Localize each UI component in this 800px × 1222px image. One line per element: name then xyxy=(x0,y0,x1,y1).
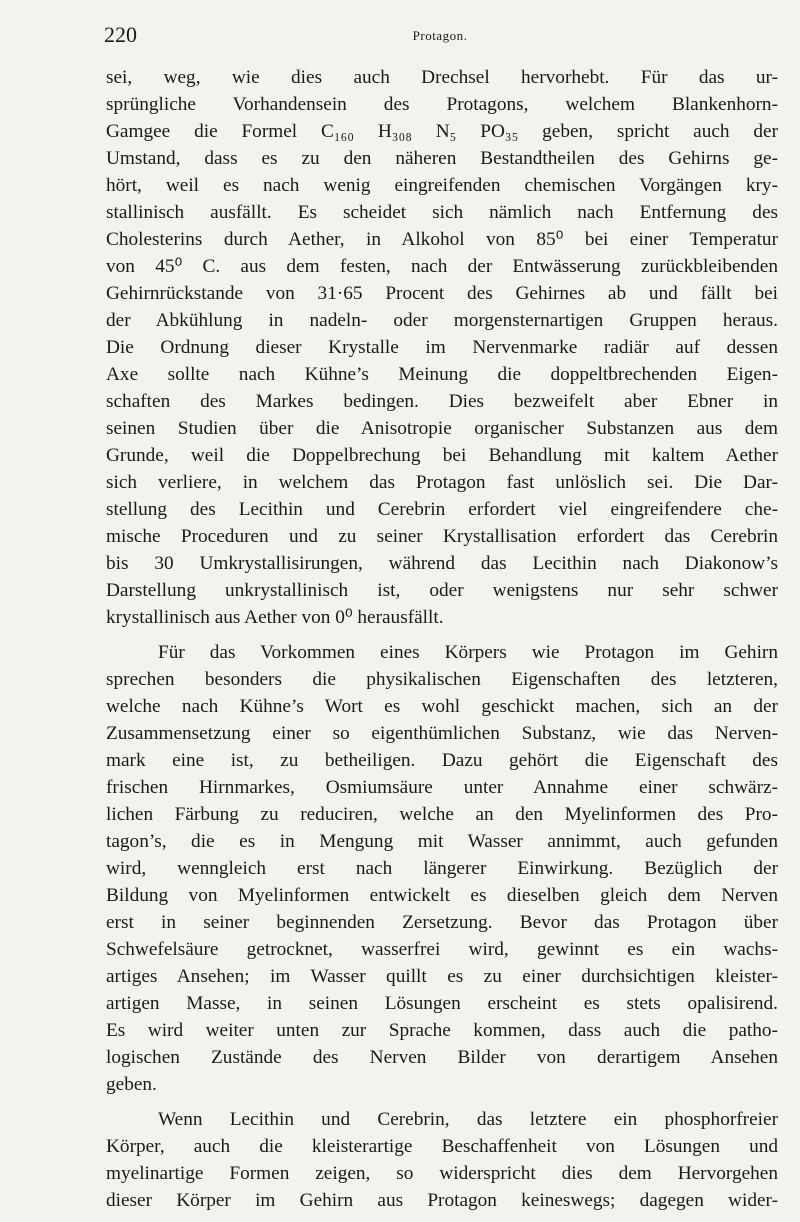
running-title: Protagon. xyxy=(412,28,468,43)
text-line: Bildung von Myelinformen entwickelt es dieselben gleich dem Nerven xyxy=(106,885,778,906)
text-line: krystallinisch aus Aether von 0⁰ herausfällt. xyxy=(106,607,444,628)
paragraph-3 xyxy=(106,1106,778,1214)
text-line: welche nach Kühne’s Wort es wohl geschickt machen, sich an der xyxy=(106,696,778,717)
text-line: Darstellung unkrystallinisch ist, oder wenigstens nur sehr schwer xyxy=(106,580,778,601)
text-line: Für das Vorkommen eines Körpers wie Protagon im Gehirn xyxy=(158,642,778,663)
text-line: Cholesterins durch Aether, in Alkohol von 85⁰ bei einer Temperatur xyxy=(106,229,778,250)
text-line: Axe sollte nach Kühne’s Meinung die doppeltbrechenden Eigen- xyxy=(106,364,778,385)
text-line: sei, weg, wie dies auch Drechsel hervorhebt. Für das ur- xyxy=(106,67,778,88)
text-line: Umstand, dass es zu den näheren Bestandtheilen des Gehirns ge- xyxy=(106,148,778,169)
body-text xyxy=(106,64,778,1222)
page-header xyxy=(104,22,776,52)
text-line: erst in seiner beginnenden Zersetzung. Bevor das Protagon über xyxy=(106,912,778,933)
text-line: mark eine ist, zu betheiligen. Dazu gehört die Eigenschaft des xyxy=(106,750,778,771)
text-line: artiges Ansehen; im Wasser quillt es zu einer durchsichtigen kleister- xyxy=(106,966,778,987)
text-line: sprechen besonders die physikalischen Eigenschaften des letzteren, xyxy=(106,669,778,690)
text-line: bis 30 Umkrystallisirungen, während das Lecithin nach Diakonow’s xyxy=(106,553,778,574)
text-line: Körper, auch die kleisterartige Beschaffenheit von Lösungen und xyxy=(106,1136,778,1157)
paragraph-2 xyxy=(106,639,778,1098)
text-line: frischen Hirnmarkes, Osmiumsäure unter Annahme einer schwärz- xyxy=(106,777,778,798)
text-line: schaften des Markes bedingen. Dies bezweifelt aber Ebner in xyxy=(106,391,778,412)
text-line: seinen Studien über die Anisotropie organischer Substanzen aus dem xyxy=(106,418,778,439)
text-line: geben. xyxy=(106,1074,157,1095)
text-line: logischen Zustände des Nerven Bilder von derartigem Ansehen xyxy=(106,1047,778,1068)
paragraph-1 xyxy=(106,64,778,631)
text-line: Die Ordnung dieser Krystalle im Nervenmarke radiär auf dessen xyxy=(106,337,778,358)
text-line: artigen Masse, in seinen Lösungen erscheint es stets opalisirend. xyxy=(106,993,778,1014)
text-line: Es wird weiter unten zur Sprache kommen, dass auch die patho- xyxy=(106,1020,778,1041)
text-line: stallinisch ausfällt. Es scheidet sich nämlich nach Entfernung des xyxy=(106,202,778,223)
text-line: mische Proceduren und zu seiner Krystallisation erfordert das Cerebrin xyxy=(106,526,778,547)
text-line: von 45⁰ C. aus dem festen, nach der Entwässerung zurückbleibenden xyxy=(106,256,778,277)
text-line: myelinartige Formen zeigen, so widerspricht dies dem Hervorgehen xyxy=(106,1163,778,1184)
text-line: der Abkühlung in nadeln- oder morgensternartigen Gruppen heraus. xyxy=(106,310,778,331)
text-line: sich verliere, in welchem das Protagon fast unlöslich sei. Die Dar- xyxy=(106,472,778,493)
text-line: Gehirnrückstande von 31·65 Procent des Gehirnes ab und fällt bei xyxy=(106,283,778,304)
text-line: Zusammensetzung einer so eigenthümlichen Substanz, wie das Nerven- xyxy=(106,723,778,744)
text-line: stellung des Lecithin und Cerebrin erfordert viel eingreifendere che- xyxy=(106,499,778,520)
text-line: sprüngliche Vorhandensein des Protagons, welchem Blankenhorn- xyxy=(106,94,778,115)
text-line: lichen Färbung zu reduciren, welche an den Myelinformen des Pro- xyxy=(106,804,778,825)
text-line: Gamgee die Formel C₁₆₀ H₃₀₈ N₅ PO₃₅ geben, spricht auch der xyxy=(106,121,778,142)
page-number: 220 xyxy=(104,22,137,47)
text-line: tagon’s, die es in Mengung mit Wasser annimmt, auch gefunden xyxy=(106,831,778,852)
text-line: Schwefelsäure getrocknet, wasserfrei wird, gewinnt es ein wachs- xyxy=(106,939,778,960)
text-line: Wenn Lecithin und Cerebrin, das letztere ein phosphorfreier xyxy=(158,1109,778,1130)
text-line: dieser Körper im Gehirn aus Protagon keineswegs; dagegen wider- xyxy=(106,1190,778,1211)
text-line: wird, wenngleich erst nach längerer Einwirkung. Bezüglich der xyxy=(106,858,778,879)
text-line: Grunde, weil die Doppelbrechung bei Behandlung mit kaltem Aether xyxy=(106,445,778,466)
text-line: hört, weil es nach wenig eingreifenden chemischen Vorgängen kry- xyxy=(106,175,778,196)
